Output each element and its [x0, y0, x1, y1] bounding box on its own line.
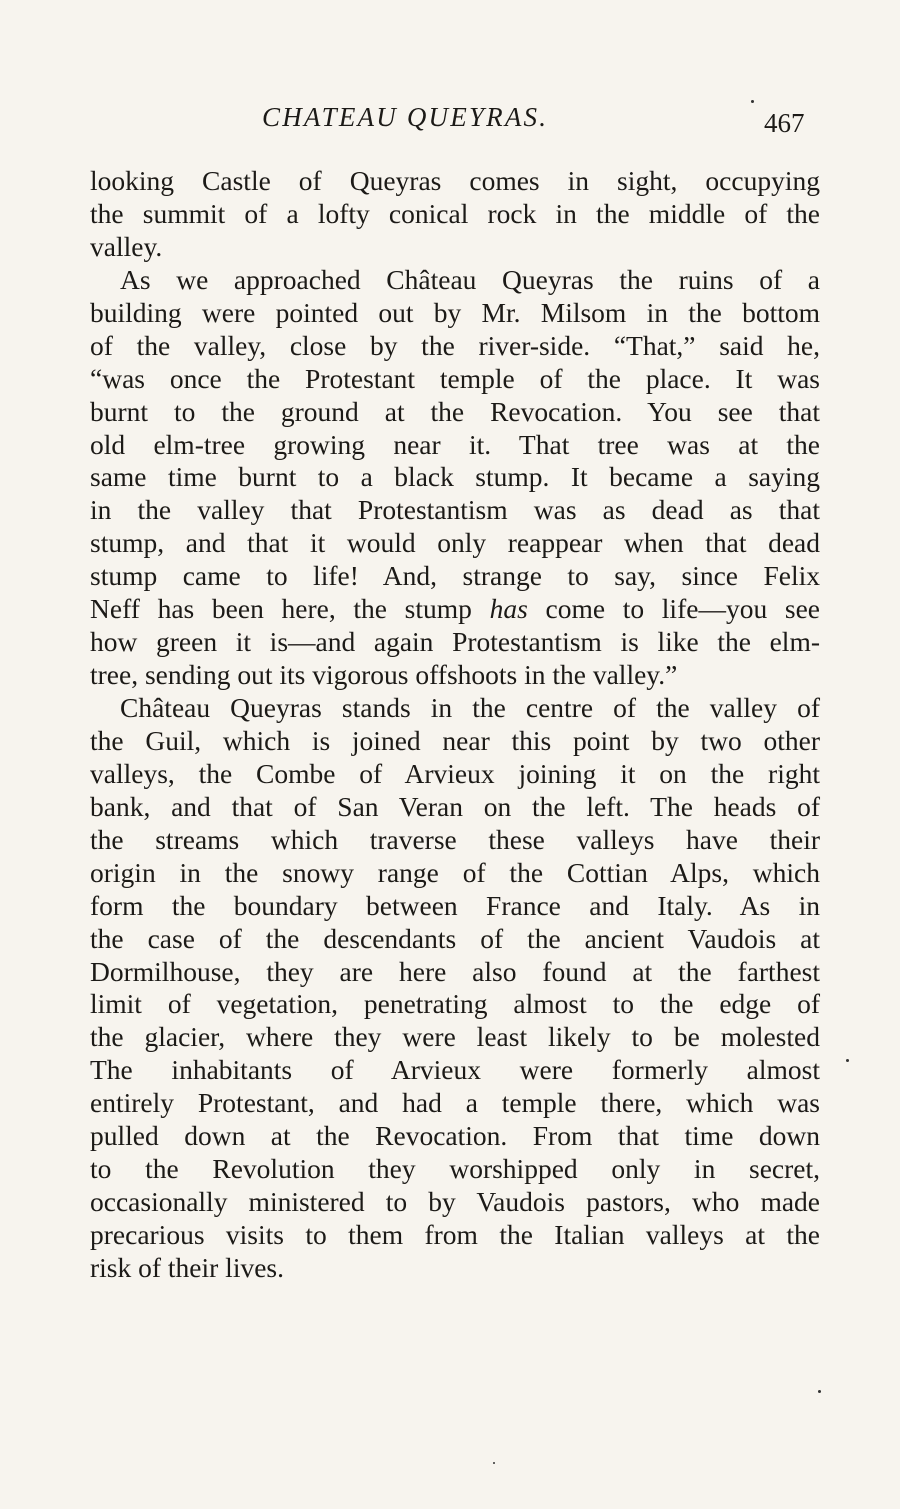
- text-line: to the Revolution they worshipped only in secret,: [90, 1153, 820, 1185]
- text-line: occasionally ministered to by Vaudois pastors, who made: [90, 1186, 820, 1218]
- text-line: of the valley, close by the river-side. “That,” said he,: [90, 329, 820, 361]
- text-line: Château Queyras stands in the centre of the valley of: [120, 692, 820, 723]
- text-line: valleys, the Combe of Arvieux joining it on the right: [90, 757, 820, 789]
- text-line: burnt to the ground at the Revocation. You see that: [90, 395, 820, 427]
- text-line: looking Castle of Queyras comes in sight, occupying: [90, 165, 820, 196]
- text-line: origin in the snowy range of the Cottian Alps, which: [90, 856, 820, 888]
- text-line: the Guil, which is joined near this point by two other: [90, 724, 820, 756]
- text-line: limit of vegetation, penetrating almost to the edge of: [90, 988, 820, 1020]
- text-line: The inhabitants of Arvieux were formerly almost: [90, 1054, 820, 1086]
- print-speck: [818, 1390, 821, 1393]
- page-number: 467: [764, 108, 805, 138]
- text-line: the case of the descendants of the ancient Vaudois at: [90, 922, 820, 954]
- text-line: stump, and that it would only reappear when that dead: [90, 527, 820, 559]
- running-head: [0, 98, 900, 138]
- text-line: form the boundary between France and Italy. As in: [90, 889, 820, 921]
- text-line: As we approached Château Queyras the ruins of a: [120, 263, 820, 295]
- print-speck: [493, 1462, 495, 1464]
- text-line: in the valley that Protestantism was as dead as that: [90, 494, 820, 526]
- text-line: old elm-tree growing near it. That tree was at the: [90, 428, 820, 460]
- text-line: “was once the Protestant temple of the place. It was: [90, 362, 820, 394]
- text-line: stump came to life! And, strange to say, since Felix: [90, 560, 820, 592]
- running-title: CHATEAU QUEYRAS.: [262, 102, 549, 132]
- text-line: Neff has been here, the stump has come to life—you see: [90, 593, 820, 625]
- text-line: valley.: [90, 230, 163, 262]
- text-line: bank, and that of San Veran on the left. The heads of: [90, 790, 820, 822]
- print-speck: [751, 100, 754, 103]
- text-line: the streams which traverse these valleys have their: [90, 823, 820, 855]
- text-line: pulled down at the Revocation. From that time down: [90, 1120, 820, 1152]
- text-line: the summit of a lofty conical rock in the middle of the: [90, 197, 820, 229]
- text-line: how green it is—and again Protestantism is like the elm-: [90, 626, 820, 658]
- text-line: the glacier, where they were least likely to be molested: [90, 1021, 820, 1053]
- text-line: risk of their lives.: [90, 1251, 284, 1283]
- text-line: precarious visits to them from the Italian valleys at the: [90, 1219, 820, 1250]
- text-line: tree, sending out its vigorous offshoots in the valley.”: [90, 659, 678, 691]
- text-line: same time burnt to a black stump. It became a saying: [90, 461, 820, 493]
- text-line: Dormilhouse, they are here also found at the farthest: [90, 955, 820, 987]
- body-text: [90, 165, 820, 1285]
- text-line: building were pointed out by Mr. Milsom in the bottom: [90, 296, 820, 328]
- text-line: entirely Protestant, and had a temple there, which was: [90, 1087, 820, 1119]
- print-speck: [846, 1059, 849, 1062]
